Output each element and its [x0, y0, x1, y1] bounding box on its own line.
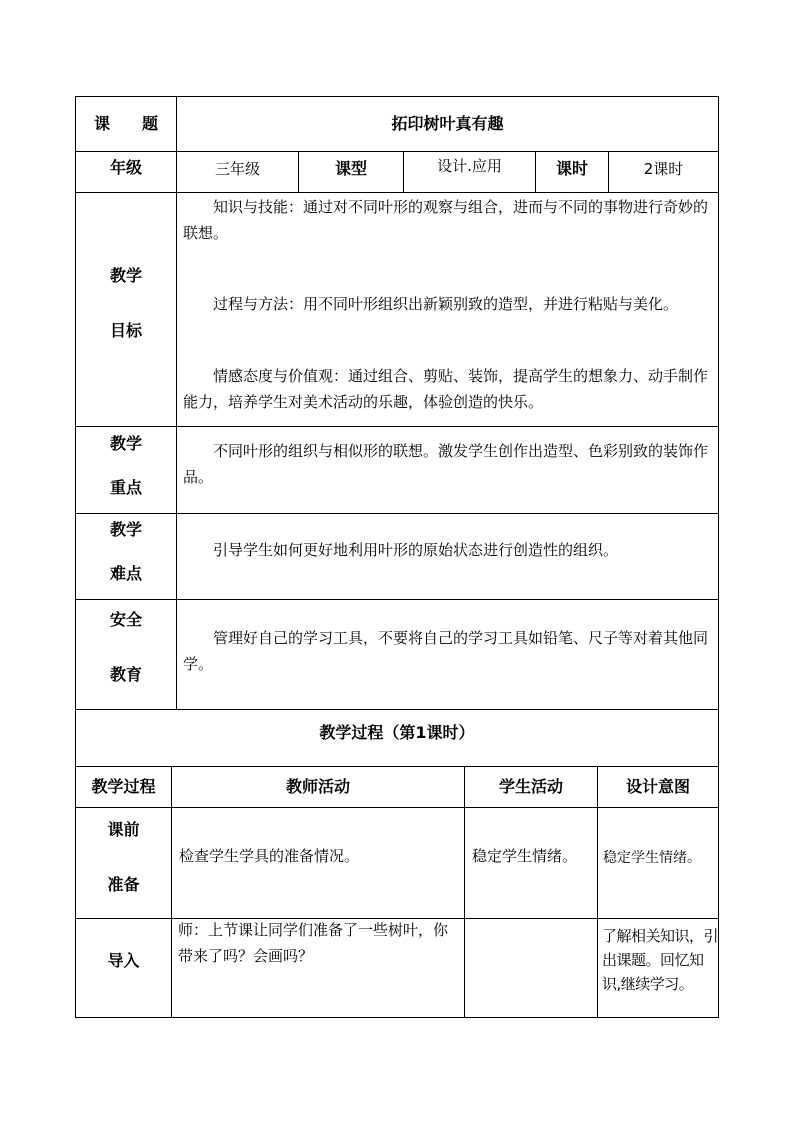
- type-label: 课型: [334, 159, 367, 178]
- table-row-intro-stage: 导入: [107, 951, 140, 970]
- difficulties-label-line-1: 教学: [109, 520, 142, 539]
- objective-process: 过程与方法：用不同叶形组织出新颖别致的造型，并进行粘贴与美化。: [213, 295, 679, 313]
- title-label: 课 题: [93, 114, 158, 133]
- key-points-content: [183, 438, 715, 490]
- safety-text: 管理好自己的学习工具，不要将自己的学习工具如铅笔、尺子等对着其他同学。: [183, 629, 709, 673]
- column-header-student: 学生活动: [498, 777, 563, 796]
- hours-label: 课时: [555, 159, 588, 178]
- difficulties-text: 引导学生如何更好地利用叶形的原始状态进行创造性的组织。: [213, 541, 619, 559]
- table-row-prep-student: 稳定学生情绪。: [472, 847, 578, 865]
- table-row-prep-stage: [76, 816, 171, 899]
- column-header-intent: 设计意图: [625, 777, 690, 796]
- objectives-label-line-2: 目标: [109, 321, 142, 340]
- column-header-stage: 教学过程: [91, 777, 156, 796]
- safety-label-line-1: 安全: [109, 610, 142, 629]
- key-points-label-line-1: 教学: [109, 434, 142, 453]
- table-row-prep-intent: 稳定学生情绪。: [603, 850, 701, 866]
- prep-stage-line-2: 准备: [107, 875, 140, 894]
- key-points-label: [76, 430, 176, 502]
- safety-label-line-2: 教育: [109, 665, 142, 684]
- process-header: 教学过程（第1课时）: [319, 723, 475, 742]
- safety-content: [183, 625, 715, 677]
- lesson-title: 拓印树叶真有趣: [391, 114, 504, 133]
- grade-label: 年级: [109, 157, 142, 177]
- objective-emotion: 情感态度与价值观：通过组合、剪贴、装饰，提高学生的想象力、动手制作能力，培养学生对美术活动的乐趣，体验创造的快乐。: [183, 367, 709, 411]
- table-row-intro-intent: 了解相关知识，引出课题。回忆知识,继续学习。: [602, 927, 719, 993]
- difficulties-content: [183, 537, 715, 563]
- difficulties-label-line-2: 难点: [109, 564, 142, 583]
- column-header-teacher: 教师活动: [285, 777, 350, 796]
- objectives-content: [183, 194, 715, 415]
- prep-stage-line-1: 课前: [107, 820, 140, 839]
- key-points-text: 不同叶形的组织与相似形的联想。激发学生创作出造型、色彩别致的装饰作品。: [183, 442, 709, 486]
- objectives-label-line-1: 教学: [109, 266, 142, 285]
- table-row-intro-teacher: 师：上节课让同学们准备了一些树叶，你带来了吗？会画吗？: [178, 921, 449, 965]
- key-points-label-line-2: 重点: [109, 478, 142, 497]
- hours-value: 2课时: [643, 160, 684, 178]
- difficulties-label: [76, 516, 176, 588]
- grade-value: 三年级: [214, 160, 260, 178]
- objective-knowledge: 知识与技能：通过对不同叶形的观察与组合，进而与不同的事物进行奇妙的联想。: [183, 198, 709, 242]
- safety-label: [76, 606, 176, 689]
- type-value: 设计.应用: [437, 157, 502, 175]
- table-row-prep-teacher: 检查学生学具的准备情况。: [179, 847, 360, 865]
- objectives-label: [76, 262, 176, 345]
